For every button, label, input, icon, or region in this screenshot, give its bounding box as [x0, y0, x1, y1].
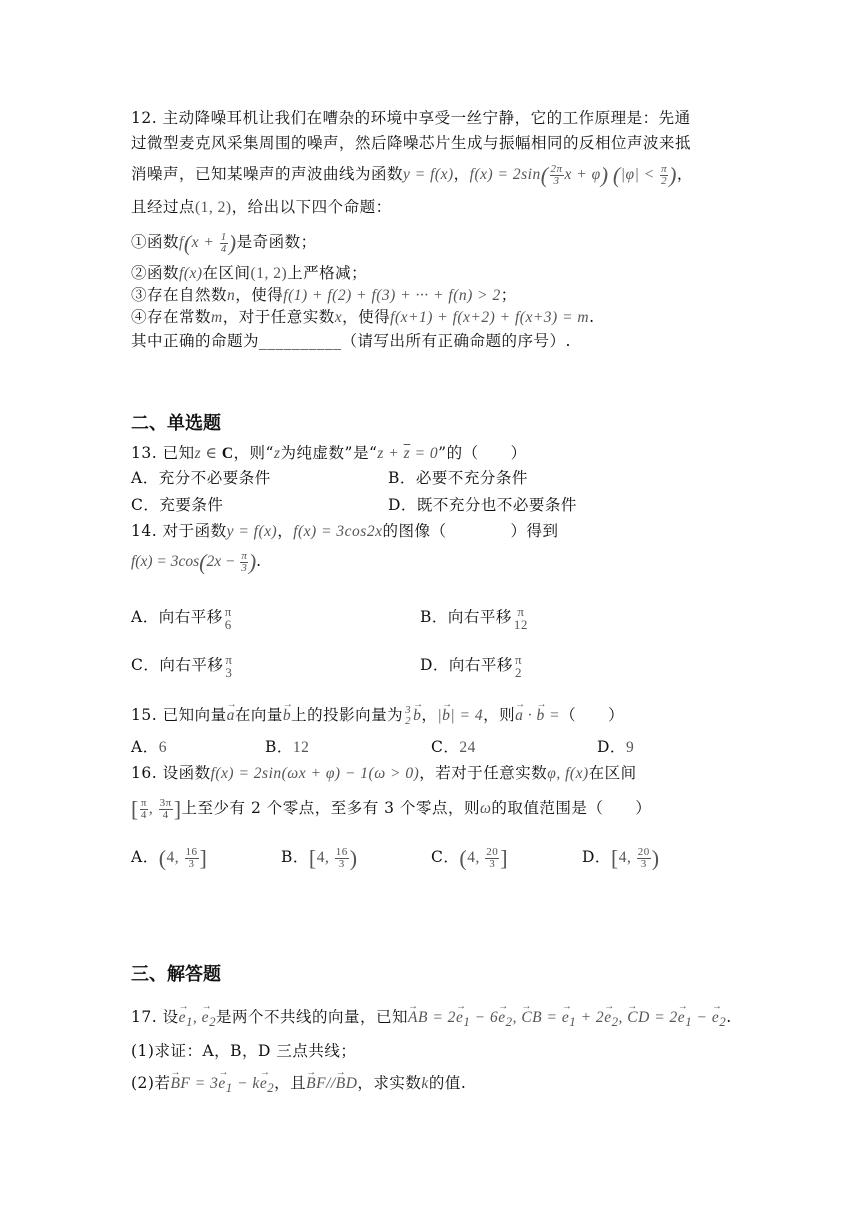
q16-phi-f: φ, f(x)	[547, 765, 589, 782]
q14-func: y = f(x)	[226, 523, 278, 540]
q17-stem: 17. 设→ $e_1$, → $e_2$是两个不共线的向量，已知→ AB = $2\to e_1 - 6\to e_2$, → CB = → $e_1 + 2\to e_2$, → CD = $2\to e_1$ − → $e_2$.	[131, 1006, 732, 1033]
q12-prop3-n: n	[227, 287, 236, 304]
q12-prop3: ③存在自然数n，使得f(1) + f(2) + f(3) + ··· + f(n) > 2；	[131, 286, 517, 304]
q15-option-d-label: D．	[597, 738, 626, 756]
q13-mid1: ，则“	[233, 444, 274, 462]
q15-projection: 3 2 → b	[403, 707, 421, 724]
q14-target: f(x) = 3cos(2x − $\frac{\pi}{3}$ ).	[131, 549, 262, 575]
q12-prop2	[131, 262, 367, 285]
q16-option-d	[582, 846, 660, 870]
q15-option-b-value: 12	[292, 739, 310, 756]
q16-option-c-label: C．	[431, 848, 460, 866]
q14-formula: f(x) = 3cos2x	[293, 523, 383, 540]
q12-prop4-eq: f(x+1) + f(x+2) + f(x+3) = m	[390, 309, 590, 326]
q17-part1: (1)求证：A，B，D 三点共线；	[131, 1042, 357, 1060]
q14-option-d	[420, 653, 524, 679]
q17-given: → AB = $2\to e_1 - 6\to e_2$, → CB = → $e_1 + 2\to e_2$, → CD = $2\to e_1$ − → $e_2$	[408, 1009, 726, 1026]
q12-prop2-interval: (1, 2)	[250, 265, 288, 282]
q14-option-d-label: D．向右平移	[420, 656, 513, 674]
q13-option-d: D．既不充分也不必要条件	[388, 496, 577, 514]
q16-line2	[131, 797, 651, 821]
q16-option-a-value: (4, $\frac{16}{3}$ ]	[158, 845, 208, 871]
q17-part2-mid: ，且	[274, 1074, 307, 1092]
q15-mid1: 在向量	[234, 706, 283, 724]
q16-post: 在区间	[588, 764, 637, 782]
q15-option-b	[265, 736, 309, 759]
q15-vec-b: → b	[283, 705, 291, 727]
q12-prop3-pre: ③存在自然数	[131, 286, 228, 304]
q16-pre: 16. 设函数	[131, 764, 211, 782]
q16-option-d-label: D．	[582, 848, 611, 866]
q12-line3-text: 消噪声，已知某噪声的声波曲线为函数	[131, 165, 404, 183]
q12-prop2-pre: ②函数	[131, 264, 180, 282]
q12-line3: 消噪声，已知某噪声的声波曲线为函数y = f(x)，f(x) = 2sin( $\frac{2\pi}{3}$ x + φ) (|φ| < $\frac{\pi}{2}$ )，	[131, 162, 693, 188]
q13-cond: $z + \overline{z} = 0$	[377, 445, 439, 462]
q13-option-a: A．充分不必要条件	[131, 469, 271, 487]
q16-stem	[131, 762, 637, 785]
q12-line4	[131, 196, 392, 219]
q15-option-b-label: B．	[265, 738, 293, 756]
q16-option-a	[131, 846, 207, 870]
q17-mid: 是两个不共线的向量，已知	[216, 1008, 409, 1026]
q12-line4-post: ，给出以下四个命题：	[231, 198, 392, 216]
q17-part2-pre: (2)若	[131, 1074, 171, 1092]
q15-mid4: ，则	[483, 706, 516, 724]
q12-prop4-x: x	[334, 309, 343, 326]
q13-pre: 13. 已知	[131, 444, 195, 462]
q14-mid: 的图像（ ）得到	[382, 522, 559, 540]
q14-option-b	[420, 605, 530, 631]
q15-option-a-label: A．	[131, 738, 159, 756]
q12-ask: 其中正确的命题为__________（请写出所有正确命题的序号）.	[131, 332, 571, 350]
q15-option-c	[431, 736, 476, 759]
q15-mid3: ，	[421, 706, 438, 724]
q16-option-c	[431, 846, 508, 870]
q16-option-b	[281, 846, 358, 870]
q16-omega: ω	[479, 800, 492, 817]
q12-prop3-mid: ，使得	[235, 286, 284, 304]
q15-option-a-value: 6	[158, 739, 167, 756]
q14-pre: 14. 对于函数	[131, 522, 227, 540]
q15-option-d	[597, 736, 634, 759]
q13-option-b: B．必要不充分条件	[388, 469, 528, 487]
q14-option-a	[131, 605, 234, 631]
q17-vectors: → $e_1$, → $e_2$	[179, 1009, 216, 1026]
q12-prop1-func: f(x + $\frac{1}{4}$ )	[179, 230, 237, 256]
q14-option-a-value: π 6	[224, 604, 232, 632]
q14-option-c-value: π 3	[225, 652, 233, 680]
q15-norm-b: |→ b| = 4	[437, 707, 483, 724]
q16-mid: ，若对于任意实数	[419, 764, 548, 782]
q14-option-a-label: A．向右平移	[131, 608, 223, 626]
q16-line2-text: 上至少有 2 个零点，至多有 3 个零点，则	[181, 799, 480, 817]
q12-prop2-post: 上严格减；	[287, 264, 368, 282]
q14-option-c-label: C．向右平移	[131, 656, 224, 674]
q17-part2	[131, 1072, 466, 1099]
q12-prop4-pre: ④存在常数	[131, 308, 212, 326]
q15-vec-a: → a	[227, 705, 235, 727]
q12-prop1-pre: ①函数	[131, 233, 180, 251]
q13-z-in-c: z ∈ C	[194, 445, 234, 462]
q14-stem: 14. 对于函数y = f(x)，f(x) = 3cos2x的图像（ ）得到	[131, 522, 559, 540]
q16-option-b-value: [4, $\frac{16}{3}$ )	[308, 845, 358, 871]
section-title-free-response: 三、解答题	[131, 964, 221, 985]
q12-prop2-mid: 在区间	[202, 264, 251, 282]
q13-stem	[131, 442, 527, 465]
q12-prop3-sum: f(1) + f(2) + f(3) + ··· + f(n) > 2	[283, 287, 501, 304]
q15-post: （ ）	[560, 706, 625, 724]
q14-target-formula: f(x) = 3cos(2x − $\frac{\pi}{3}$ )	[131, 549, 257, 575]
q12-func-formula: f(x) = 2sin( $\frac{2\pi}{3}$ x + φ) (|φ| < $\frac{\pi}{2}$ )	[469, 162, 677, 188]
q12-prop4-mid1: ，对于任意实数	[222, 308, 335, 326]
q12-prop1-post: 是奇函数；	[236, 233, 317, 251]
q13-mid2: 为纯虚数”是“	[280, 444, 378, 462]
q16-interval: [ $\frac{\pi}{4}$ , $\frac{3\pi}{4}$ ]	[131, 796, 182, 822]
q12-prop4: ④存在常数m，对于任意实数x，使得f(x+1) + f(x+2) + f(x+3) = m.	[131, 308, 595, 326]
q15-option-a	[131, 736, 167, 759]
q16-option-a-label: A．	[131, 848, 159, 866]
section-title-single-choice: 二、单选题	[131, 413, 221, 434]
q17-pre: 17. 设	[131, 1008, 179, 1026]
q12-line4-pre: 且经过点	[131, 198, 196, 216]
q15-pre: 15. 已知向量	[131, 706, 227, 724]
q12-prop2-func: f(x)	[179, 265, 203, 282]
q14-option-b-label: B．向右平移	[420, 608, 512, 626]
q17-k: k	[421, 1075, 429, 1092]
q15-option-d-value: 9	[625, 739, 635, 756]
q17-part2-end: 的值.	[428, 1074, 467, 1092]
q12-func-def: y = f(x)	[403, 166, 454, 183]
q14-option-d-value: π 2	[514, 652, 523, 680]
q13-z: z	[273, 445, 281, 462]
q13-option-c: C．充要条件	[131, 496, 224, 514]
q12-prop4-mid2: ，使得	[342, 308, 391, 326]
q13-post: ”的（ ）	[438, 444, 527, 462]
q12-prop4-m: m	[211, 309, 223, 326]
q17-parallel: → BF//→ BD	[306, 1075, 357, 1092]
q14-option-b-value: π 12	[513, 604, 528, 632]
q14-option-c	[131, 653, 234, 679]
q16-option-b-label: B．	[281, 848, 309, 866]
q12-point: (1, 2)	[195, 199, 232, 216]
q12-line1: 12. 主动降噪耳机让我们在嘈杂的环境中享受一丝宁静，它的工作原理是：先通	[131, 109, 691, 127]
q17-bf: → BF = $3\to e_1 - k\to e_2$	[170, 1075, 274, 1092]
q15-stem	[131, 704, 624, 727]
q16-option-c-value: (4, $\frac{20}{3}$ ]	[459, 845, 509, 871]
q15-mid2: 上的投影向量为	[291, 706, 404, 724]
q17-part2-post: ，求实数	[357, 1074, 422, 1092]
q12-line2: 过微型麦克风采集周围的噪声，然后降噪芯片生成与振幅相同的反相位声波来抵	[131, 134, 692, 152]
q12-prop1	[131, 231, 317, 255]
q16-line2-post: 的取值范围是（ ）	[491, 799, 652, 817]
q16-option-d-value: [4, $\frac{20}{3}$ )	[610, 845, 660, 871]
q15-option-c-label: C．	[431, 738, 460, 756]
q15-dot: → a · → b =	[515, 707, 560, 724]
q15-option-c-value: 24	[459, 739, 476, 756]
q16-func: f(x) = 2sin(ωx + φ) − 1(ω > 0)	[210, 765, 420, 782]
